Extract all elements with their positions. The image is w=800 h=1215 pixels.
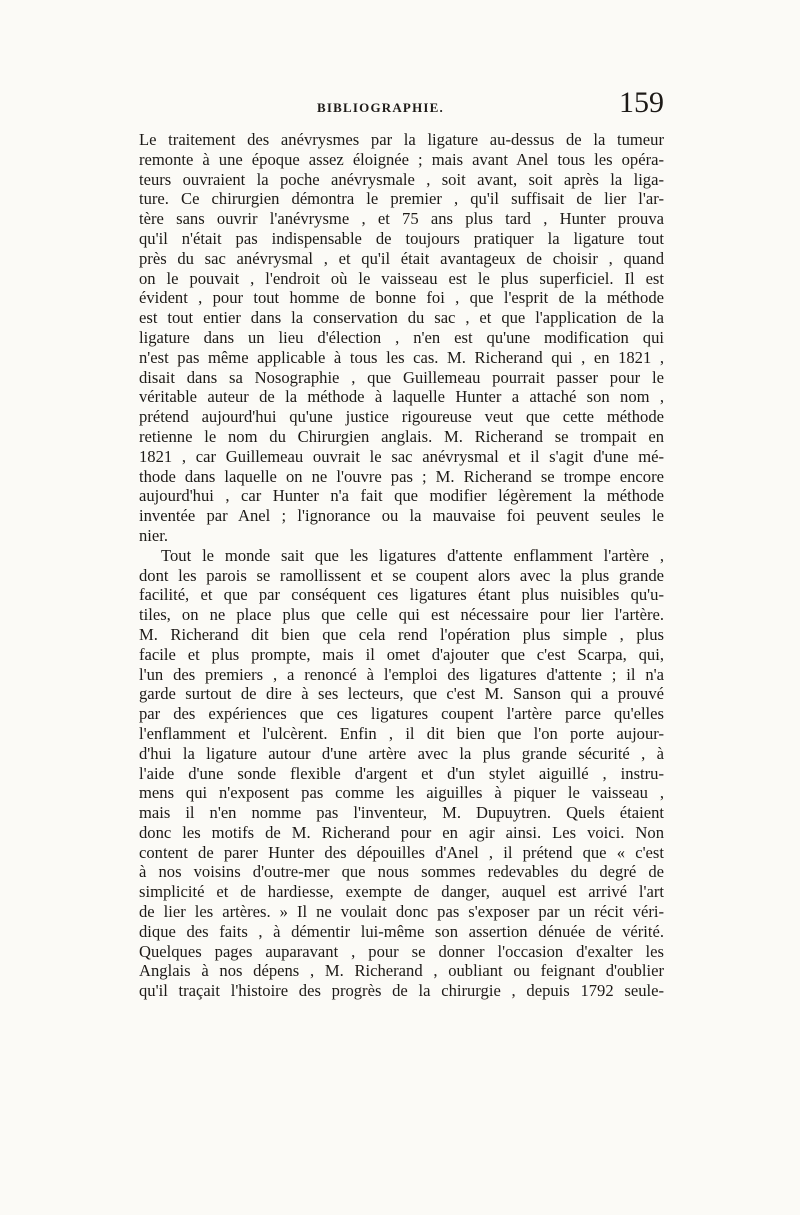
text-line: facile et plus prompte, mais il omet d'ajouter que c'est Scarpa, qui, <box>139 644 664 664</box>
text-line: remonte à une époque assez éloignée ; mais avant Anel tous les opéra- <box>139 149 664 169</box>
text-line: teurs ouvraient la poche anévrysmale , soit avant, soit après la liga- <box>139 169 664 189</box>
text-line: véritable auteur de la méthode à laquelle Hunter a attaché son nom , <box>139 387 664 407</box>
text-line: qu'il traçait l'histoire des progrès de la chirurgie , depuis 1792 seule- <box>139 981 664 1001</box>
text-line: de lier les artères. » Il ne voulait donc pas s'exposer par un récit véri- <box>139 902 664 922</box>
text-line: par des expériences que ces ligatures coupent l'artère parce qu'elles <box>139 704 664 724</box>
text-line: d'hui la ligature autour d'une artère avec la plus grande sécurité , à <box>139 743 664 763</box>
text-line: aujourd'hui , car Hunter n'a fait que modifier légèrement la méthode <box>139 486 664 506</box>
text-line: nier. <box>139 525 169 545</box>
text-line: dont les parois se ramollissent et se coupent alors avec la plus grande <box>139 565 664 585</box>
body-text <box>139 130 664 1001</box>
text-line: dique des faits , à démentir lui-même son assertion dénuée de vérité. <box>139 921 664 941</box>
text-line: Le traitement des anévrysmes par la ligature au-dessus de la tumeur <box>139 130 664 149</box>
page-header <box>139 86 664 130</box>
text-line: 1821 , car Guillemeau ouvrait le sac anévrysmal et il s'agit d'une mé- <box>139 446 664 466</box>
text-line: près du sac anévrysmal , et qu'il était avantageux de choisir , quand <box>139 248 664 268</box>
text-line: Quelques pages auparavant , pour se donner l'occasion d'exalter les <box>139 941 664 961</box>
text-line: Tout le monde sait que les ligatures d'attente enflamment l'artère , <box>161 545 664 565</box>
text-line: qu'il n'était pas indispensable de toujours pratiquer la ligature tout <box>139 228 664 248</box>
text-line: thode dans laquelle on ne l'ouvre pas ; M. Richerand se trompe encore <box>139 466 664 486</box>
text-line: est tout entier dans la conservation du sac , et que l'application de la <box>139 308 664 328</box>
text-line: tiles, on ne place plus que celle qui est nécessaire pour lier l'artère. <box>139 605 664 625</box>
text-line: l'enflamment et l'ulcèrent. Enfin , il dit bien que l'on porte aujour- <box>139 723 664 743</box>
text-line: à nos voisins d'outre-mer que nous sommes redevables du degré de <box>139 862 664 882</box>
running-head: BIBLIOGRAPHIE. <box>317 100 444 115</box>
text-line: content de parer Hunter des dépouilles d'Anel , il prétend que « c'est <box>139 842 664 862</box>
text-line: ture. Ce chirurgien démontra le premier , qu'il suffisait de lier l'ar- <box>139 189 664 209</box>
text-line: on le pouvait , l'endroit où le vaisseau est le plus superficiel. Il est <box>139 268 664 288</box>
text-line: évident , pour tout homme de bonne foi , que l'esprit de la méthode <box>139 288 664 308</box>
text-line: l'aide d'une sonde flexible d'argent et d'un stylet aiguillé , instru- <box>139 763 664 783</box>
text-line: Anglais à nos dépens , M. Richerand , oubliant ou feignant d'oublier <box>139 961 664 981</box>
text-line: l'un des premiers , a renoncé à l'emploi des ligatures d'attente ; il n'a <box>139 664 664 684</box>
text-line: M. Richerand dit bien que cela rend l'opération plus simple , plus <box>139 624 664 644</box>
page-number: 159 <box>619 86 664 119</box>
text-line: garde surtout de dire à ses lecteurs, que c'est M. Sanson qui a prouvé <box>139 684 664 704</box>
text-line: mens qui n'exposent pas comme les aiguilles à piquer le vaisseau , <box>139 783 664 803</box>
text-line: simplicité et de hardiesse, exempte de danger, auquel est arrivé l'art <box>139 882 664 902</box>
text-line: ligature dans un lieu d'élection , n'en est qu'une modification qui <box>139 327 664 347</box>
text-line: prétend aujourd'hui qu'une justice rigoureuse veut que cette méthode <box>139 407 664 427</box>
paragraph-2 <box>139 546 664 1001</box>
text-line: inventée par Anel ; l'ignorance ou la mauvaise foi peuvent seules le <box>139 506 664 526</box>
text-line: tère sans ouvrir l'anévrysme , et 75 ans plus tard , Hunter prouva <box>139 209 664 229</box>
text-line: facilité, et que par conséquent ces ligatures étant plus nuisibles qu'u- <box>139 585 664 605</box>
paragraph-1 <box>139 130 664 546</box>
text-line: retienne le nom du Chirurgien anglais. M. Richerand se trompait en <box>139 426 664 446</box>
text-line: donc les motifs de M. Richerand pour en agir ainsi. Les voici. Non <box>139 822 664 842</box>
text-line: mais il n'en nomme pas l'inventeur, M. Dupuytren. Quels étaient <box>139 803 664 823</box>
text-line: disait dans sa Nosographie , que Guillemeau pourrait passer pour le <box>139 367 664 387</box>
text-line: n'est pas même applicable à tous les cas. M. Richerand qui , en 1821 , <box>139 347 664 367</box>
